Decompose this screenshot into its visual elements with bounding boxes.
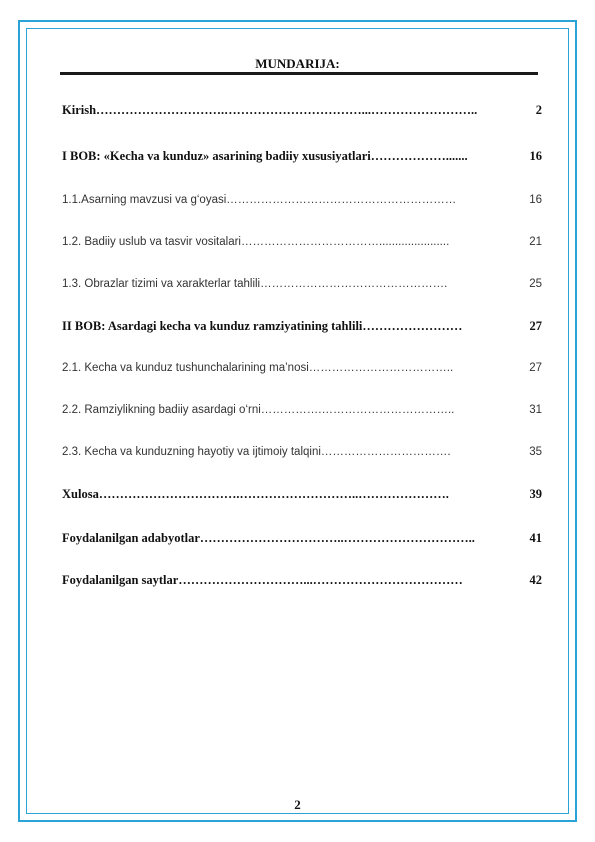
toc-entry-title: 1.2. Badiiy uslub va tasvir vositalari………………………………......................: [62, 236, 450, 248]
toc-entry-section-2-3[interactable]: [62, 443, 542, 461]
toc-entry-page: 21: [529, 236, 542, 248]
toc-entry-page: 25: [529, 278, 542, 290]
toc-entry-page: 27: [529, 319, 542, 333]
toc-entry-title: 1.1.Asarning mavzusi va g‘oyasi……………………………………………………: [62, 194, 457, 206]
toc-entry-section-1-2[interactable]: [62, 233, 542, 251]
toc-entry-title: Xulosa…………………………….………………………..………………….: [62, 487, 449, 501]
title-underline: [60, 72, 538, 75]
toc-entry-title: 2.1. Kecha va kunduz tushunchalarining ma’nosi………………………………..: [62, 362, 454, 374]
toc-entry-page: 2: [535, 103, 542, 117]
page-number: 2: [294, 797, 301, 812]
toc-entry-section-2-2[interactable]: [62, 401, 542, 419]
toc-entry-section-1-3[interactable]: [62, 275, 542, 293]
toc-entry-websites[interactable]: [62, 571, 542, 589]
toc-entry-page: 16: [529, 149, 542, 163]
toc-entry-title: I BOB: «Kecha va kunduz» asarining badiiy xususiyatlari……………….......: [62, 149, 468, 163]
toc-entry-xulosa[interactable]: [62, 485, 542, 503]
toc-entry-page: 39: [529, 487, 542, 501]
toc-entry-page: 41: [529, 531, 542, 545]
toc-entry-chapter-1[interactable]: [62, 147, 542, 165]
toc-entry-chapter-2[interactable]: [62, 317, 542, 335]
toc-entry-section-1-1[interactable]: [62, 191, 542, 209]
toc-entry-references[interactable]: [62, 529, 542, 547]
toc-entry-title: 2.3. Kecha va kunduzning hayotiy va ijtimoiy talqini…………………………….: [62, 446, 451, 458]
toc-entry-section-2-1[interactable]: [62, 359, 542, 377]
toc-entry-title: 2.2. Ramziylikning badiiy asardagi o‘rni…………….……………………………..: [62, 404, 455, 416]
toc-entry-kirish[interactable]: [62, 101, 542, 119]
toc-entry-title: Foydalanilgan adabyotlar……………………………..…………………………..: [62, 531, 475, 545]
toc-entry-title: Foydalanilgan saytlar…………………………...………………………………: [62, 573, 463, 587]
toc-entry-page: 35: [529, 446, 542, 458]
toc-entry-title: 1.3. Obrazlar tizimi va xarakterlar tahlili………………………………………….: [62, 278, 448, 290]
toc-entry-page: 27: [529, 362, 542, 374]
toc-entry-title: II BOB: Asardagi kecha va kunduz ramziyatining tahlili……………………: [62, 319, 463, 333]
page-border-inner: [26, 28, 569, 814]
toc-entry-page: 31: [529, 404, 542, 416]
toc-entry-title: Kirish………………………….……………………………...……………………..: [62, 103, 478, 117]
toc-entry-page: 42: [529, 573, 542, 587]
toc-entry-page: 16: [529, 194, 542, 206]
page-title: MUNDARIJA:: [255, 56, 340, 71]
